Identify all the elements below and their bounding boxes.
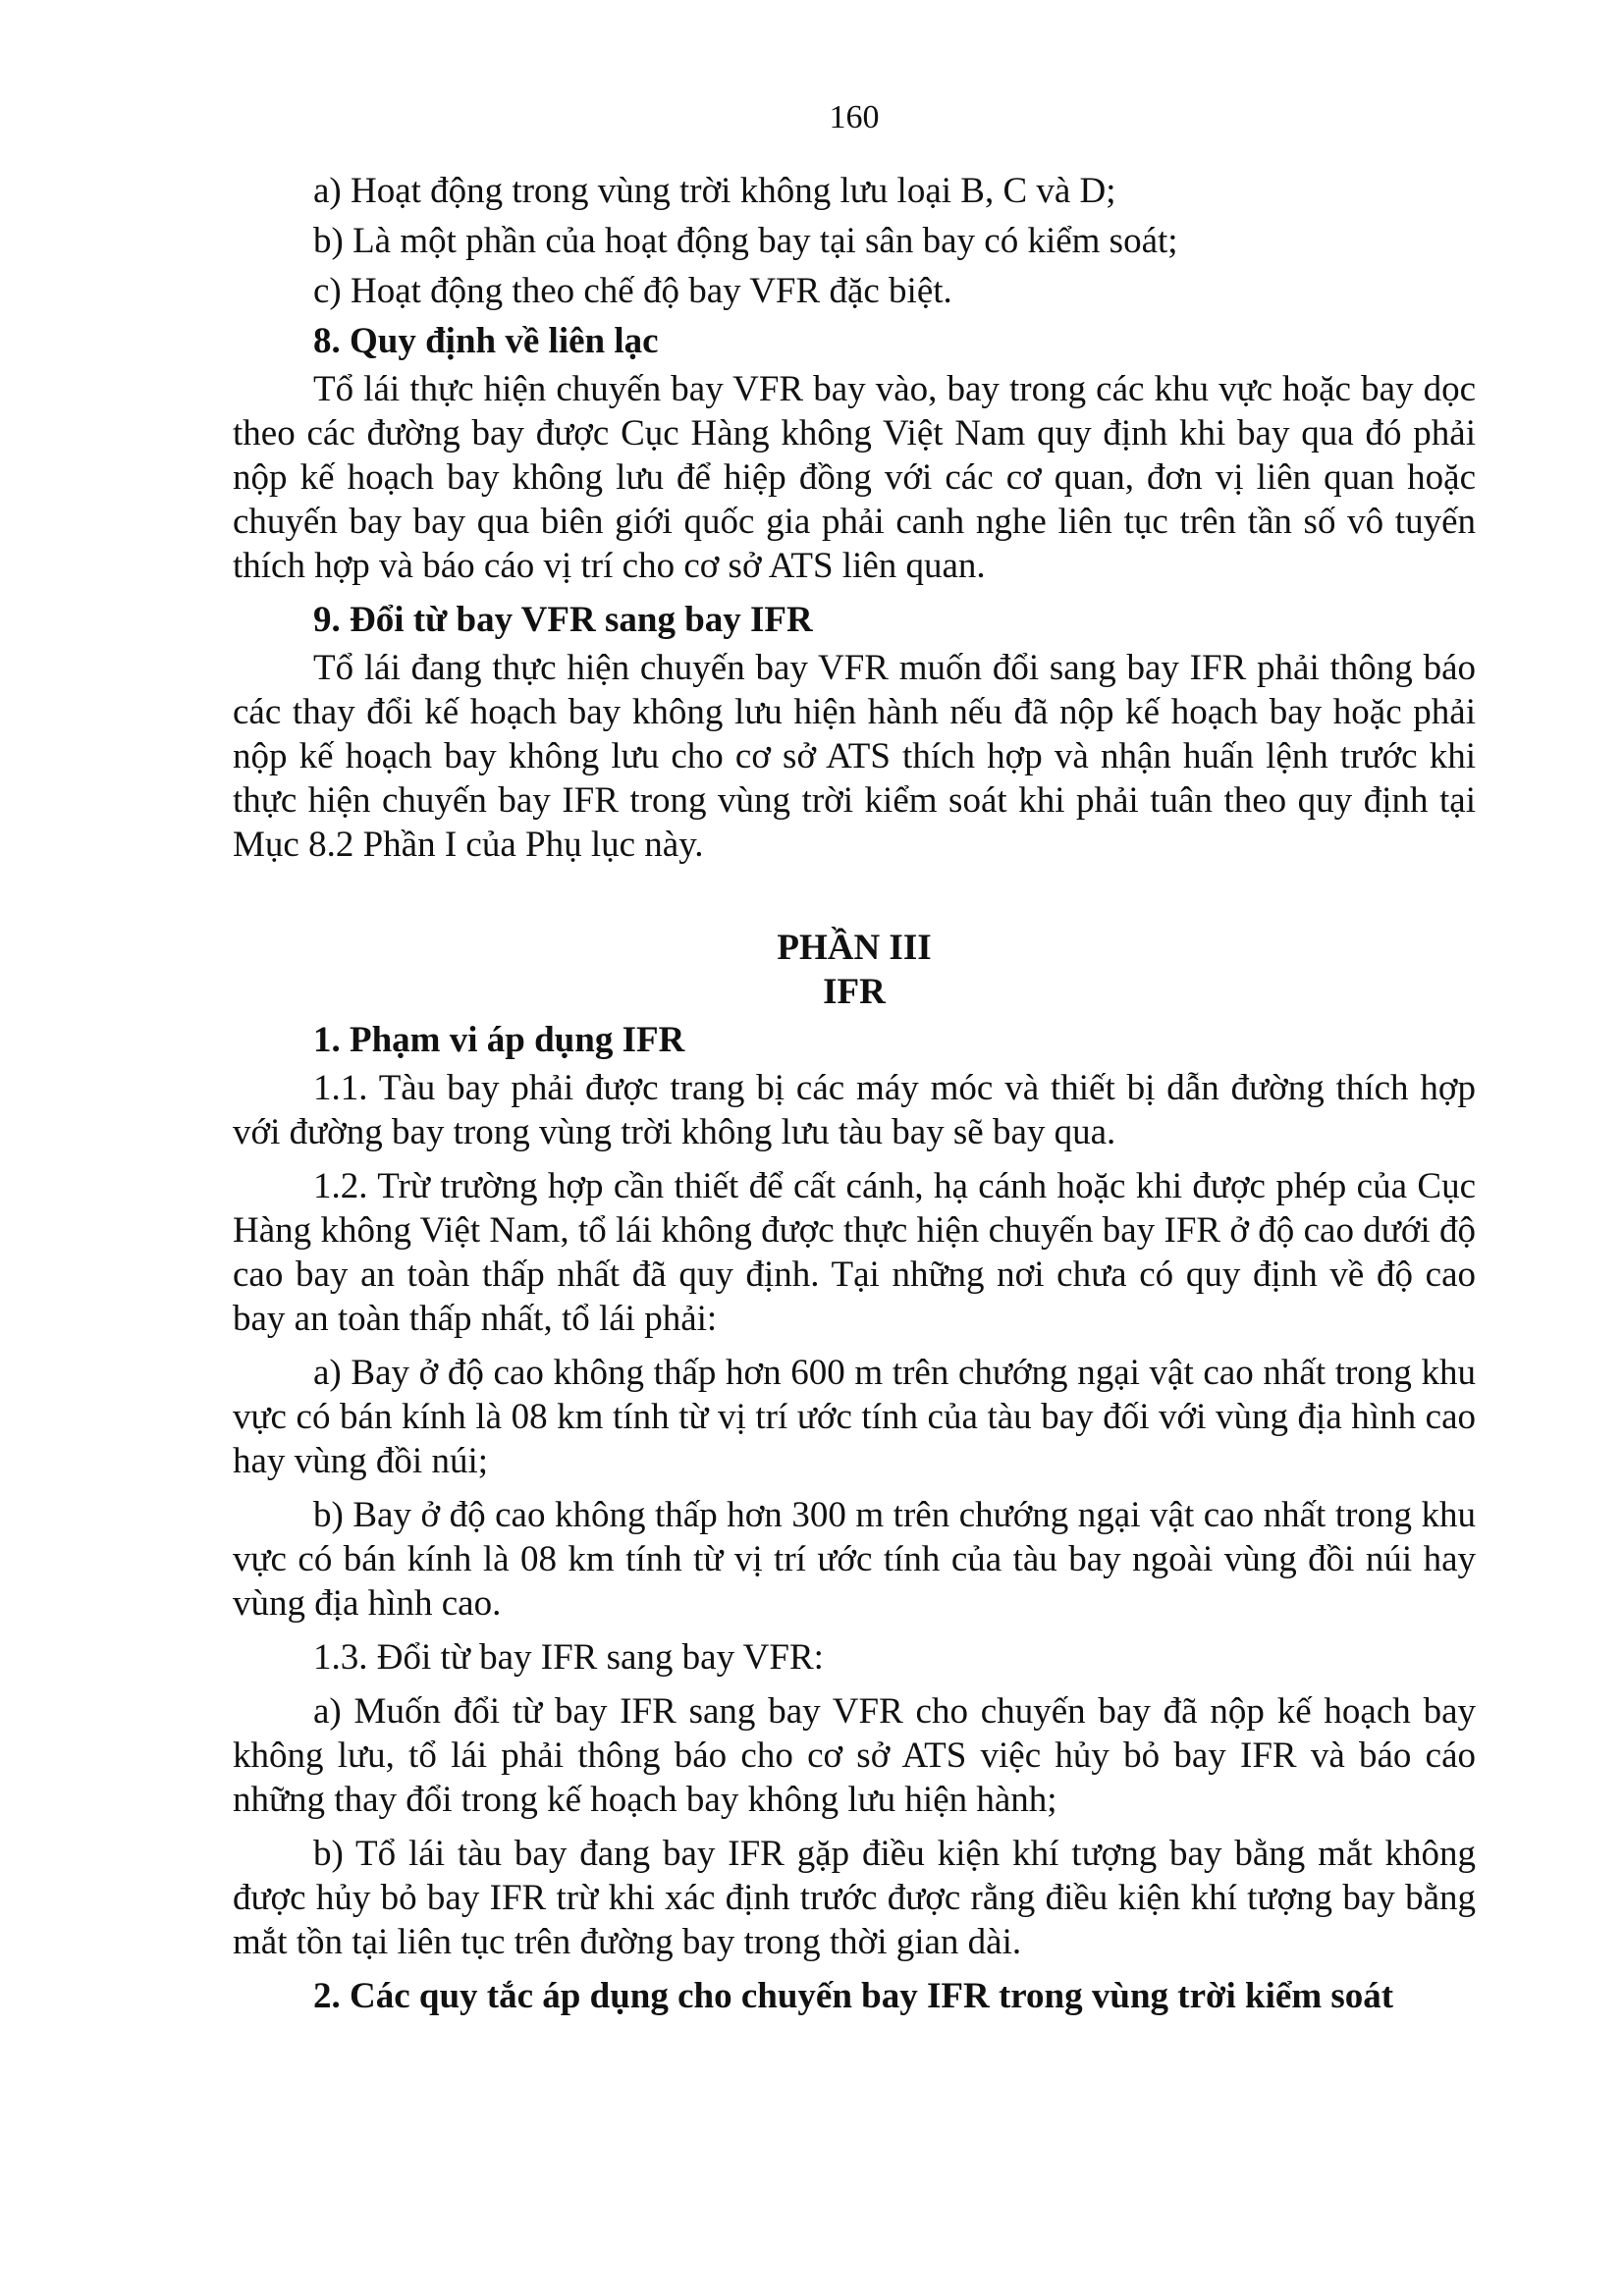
part-title-block [233, 926, 1476, 1014]
part-label: PHẦN III [777, 928, 932, 968]
page-number: 160 [829, 99, 880, 135]
paragraph-1-3: 1.3. Đổi từ bay IFR sang bay VFR: [313, 1637, 824, 1678]
section-9-paragraph: Tổ lái đang thực hiện chuyến bay VFR muốn đổi sang bay IFR phải thông báo các thay đổi kế hoạch bay không lưu hiện hành nếu đã nộp kế hoạch bay hoặc phải nộp kế hoạch bay không lưu cho cơ sở ATS thích hợp và nhận huấn lệnh trước khi thực hiện chuyến bay IFR trong vùng trời kiểm soát khi phải tuân theo quy định tại Mục 8.2 Phần I của Phụ lục này. [233, 648, 1476, 865]
document-body [233, 169, 1476, 2022]
paragraph-1-1: 1.1. Tàu bay phải được trang bị các máy móc và thiết bị dẫn đường thích hợp với đường bay trong vùng trời không lưu tàu bay sẽ bay qua. [233, 1068, 1476, 1152]
paragraph-1-3-a: a) Muốn đổi từ bay IFR sang bay VFR cho chuyến bay đã nộp kế hoạch bay không lưu, tổ lái phải thông báo cho cơ sở ATS việc hủy bỏ bay IFR và báo cáo những thay đổi trong kế hoạch bay không lưu hiện hành; [233, 1691, 1476, 1820]
paragraph-1-3-b: b) Tổ lái tàu bay đang bay IFR gặp điều kiện khí tượng bay bằng mắt không được hủy bỏ bay IFR trừ khi xác định trước được rằng điều kiện khí tượng bay bằng mắt tồn tại liên tục trên đường bay trong thời gian dài. [233, 1834, 1476, 1962]
list-item-c: c) Hoạt động theo chế độ bay VFR đặc biệt. [313, 271, 952, 311]
paragraph-1-2-b: b) Bay ở độ cao không thấp hơn 300 m trên chướng ngại vật cao nhất trong khu vực có bán kính là 08 km tính từ vị trí ước tính của tàu bay ngoài vùng đồi núi hay vùng địa hình cao. [233, 1495, 1476, 1624]
ifr-section-2-heading: 2. Các quy tắc áp dụng cho chuyến bay IFR trong vùng trời kiểm soát [313, 1976, 1394, 2016]
list-item-b: b) Là một phần của hoạt động bay tại sân bay có kiểm soát; [313, 221, 1178, 261]
part-title: IFR [823, 972, 886, 1012]
section-9-heading: 9. Đổi từ bay VFR sang bay IFR [313, 600, 813, 640]
list-item-a: a) Hoạt động trong vùng trời không lưu loại B, C và D; [313, 171, 1116, 211]
ifr-section-1-heading: 1. Phạm vi áp dụng IFR [313, 1020, 685, 1060]
paragraph-1-2-a: a) Bay ở độ cao không thấp hơn 600 m trên chướng ngại vật cao nhất trong khu vực có bán kính là 08 km tính từ vị trí ước tính của tàu bay đối với vùng địa hình cao hay vùng đồi núi; [233, 1353, 1476, 1481]
paragraph-1-2: 1.2. Trừ trường hợp cần thiết để cất cánh, hạ cánh hoặc khi được phép của Cục Hàng không Việt Nam, tổ lái không được thực hiện chuyến bay IFR ở độ cao dưới độ cao bay an toàn thấp nhất đã quy định. Tại những nơi chưa có quy định về độ cao bay an toàn thấp nhất, tổ lái phải: [233, 1166, 1476, 1339]
section-8-paragraph: Tổ lái thực hiện chuyến bay VFR bay vào, bay trong các khu vực hoặc bay dọc theo các đường bay được Cục Hàng không Việt Nam quy định khi bay qua đó phải nộp kế hoạch bay không lưu để hiệp đồng với các cơ quan, đơn vị liên quan hoặc chuyến bay bay qua biên giới quốc gia phải canh nghe liên tục trên tần số vô tuyến thích hợp và báo cáo vị trí cho cơ sở ATS liên quan. [233, 369, 1476, 586]
section-8-heading: 8. Quy định về liên lạc [313, 321, 659, 361]
